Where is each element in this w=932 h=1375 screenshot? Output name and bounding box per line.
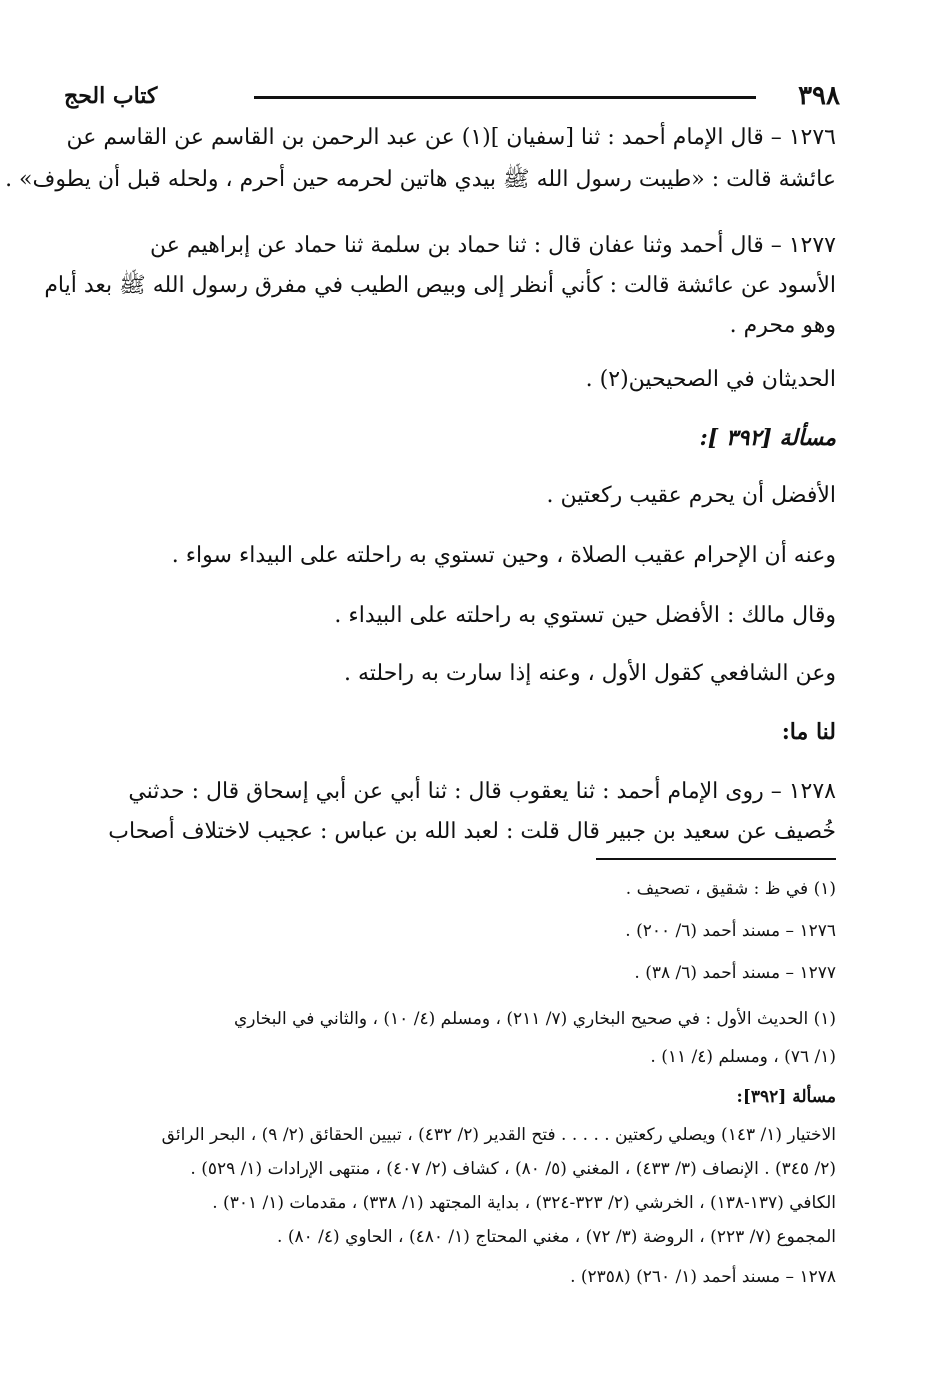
hadith-1277-line-3: وهو محرم .	[729, 313, 836, 338]
lana-ma-heading: لنا ما:	[781, 719, 836, 745]
hadith-1276-line-2: عائشة قالت : «طيبت رسول الله ﷺ بيدي هاتين لحرمه حين أحرم ، ولحله قبل أن يطوف» .	[5, 167, 836, 192]
hadith-1278-line-2: خُصيف عن سعيد بن جبير قال قلت : لعبد الله بن عباس : عجيب لاختلاف أصحاب	[108, 819, 836, 844]
footnote-1277: ١٢٧٧ – مسند أحمد (٦/ ٣٨) .	[634, 963, 836, 983]
footnote-separator	[596, 858, 836, 860]
hadith-1276-line-1: ١٢٧٦ – قال الإمام أحمد : ثنا [سفيان ](١) عن عبد الرحمن بن القاسم عن القاسم عن	[66, 125, 836, 150]
footnote-1278: ١٢٧٨ – مسند أحمد (١/ ٢٦٠) (٢٣٥٨) .	[570, 1267, 836, 1287]
paragraph-2: وعنه أن الإحرام عقيب الصلاة ، وحين تستوي به راحلته على البيداء سواء .	[171, 543, 836, 568]
paragraph-1: الأفضل أن يحرم عقيب ركعتين .	[546, 483, 836, 508]
hadith-1277-line-1: ١٢٧٧ – قال أحمد وثنا عفان قال : ثنا حماد بن سلمة ثنا حماد عن إبراهيم عن	[150, 233, 836, 258]
footnote-masala-heading: مسألة [٣٩٢]:	[736, 1087, 836, 1107]
header-rule	[254, 96, 756, 99]
chapter-title: كتاب الحج	[64, 83, 158, 109]
footnote-masala-line-1: الاختيار (١/ ١٤٣) ويصلي ركعتين . . . . . فتح القدير (٢/ ٤٣٢) ، تبيين الحقائق (٢/ ٩) ، البحر الرائق	[161, 1125, 836, 1145]
hadith-1277-line-2: الأسود عن عائشة قالت : كأني أنظر إلى وبيص الطيب في مفرق رسول الله ﷺ بعد أيام	[44, 273, 836, 298]
paragraph-3: وقال مالك : الأفضل حين تستوي به راحلته على البيداء .	[334, 603, 836, 628]
footnote-2-line-2: (١/ ٧٦) ، ومسلم (٤/ ١١) .	[650, 1047, 836, 1067]
hadith-1278-line-1: ١٢٧٨ – روى الإمام أحمد : ثنا يعقوب قال : ثنا أبي عن أبي إسحاق قال : حدثني	[128, 779, 836, 804]
masala-heading: مسألة [٣٩٢ ]:	[699, 425, 836, 451]
sahihayn-note: الحديثان في الصحيحين(٢) .	[585, 367, 836, 392]
footnote-masala-line-3: الكافي (١٣٧-١٣٨) ، الخرشي (٢/ ٣٢٣-٣٢٤) ، بداية المجتهد (١/ ٣٣٨) ، مقدمات (١/ ٣٠١) .	[212, 1193, 836, 1213]
page-header	[64, 78, 840, 114]
paragraph-4: وعن الشافعي كقول الأول ، وعنه إذا سارت به راحلته .	[343, 661, 836, 686]
footnote-masala-line-2: (٢/ ٣٤٥) . الإنصاف (٣/ ٤٣٣) ، المغني (٥/ ٨٠) ، كشاف (٢/ ٤٠٧) ، منتهى الإرادات (١/ ٥٢٩) .	[190, 1159, 836, 1179]
footnote-masala-line-4: المجموع (٧/ ٢٢٣) ، الروضة (٣/ ٧٢) ، مغني المحتاج (١/ ٤٨٠) ، الحاوي (٤/ ٨٠) .	[277, 1227, 836, 1247]
footnote-1276: ١٢٧٦ – مسند أحمد (٦/ ٢٠٠) .	[625, 921, 836, 941]
page-number: ٣٩٨	[798, 81, 840, 111]
footnote-2-line-1: (١) الحديث الأول : في صحيح البخاري (٧/ ٢١١) ، ومسلم (٤/ ١٠) ، والثاني في البخاري	[233, 1009, 836, 1029]
footnote-1: (١) في ظ : شقيق ، تصحيف .	[625, 879, 836, 899]
